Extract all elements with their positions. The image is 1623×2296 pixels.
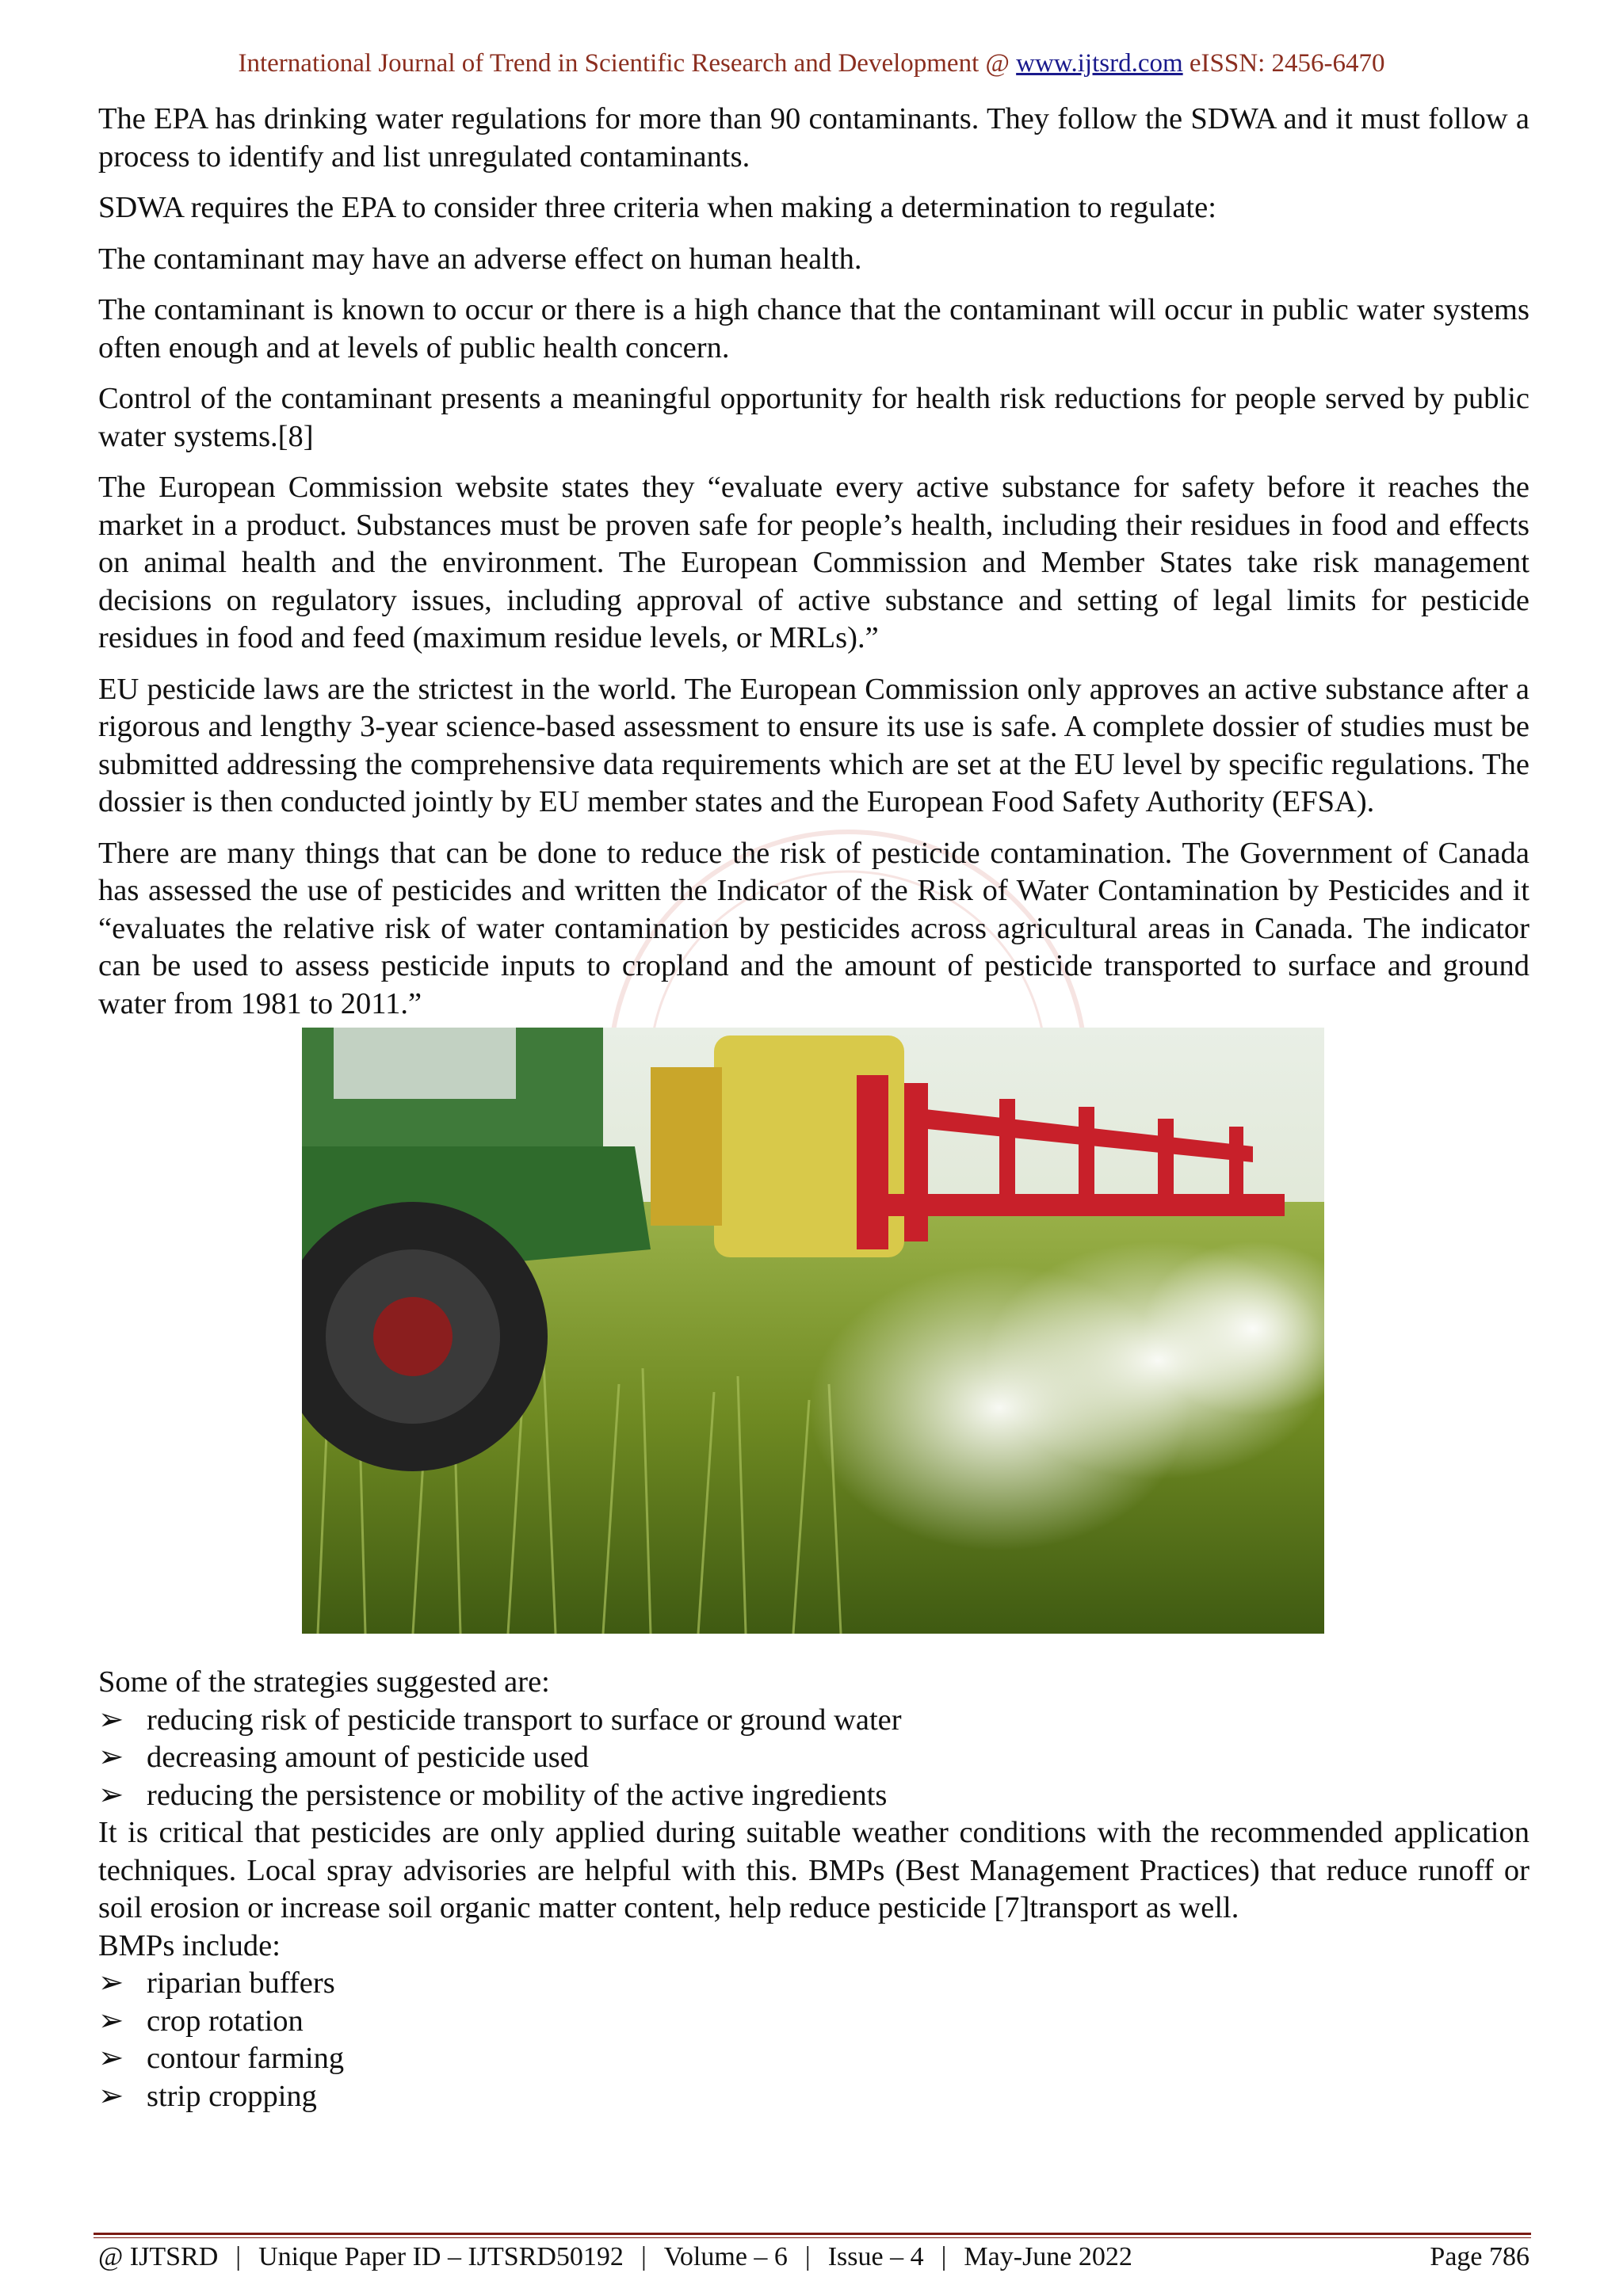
arrow-bullet-icon: ➢ — [98, 2004, 124, 2038]
bmps-list — [98, 1965, 1529, 2115]
paragraph: The European Commission website states they “evaluate every active substance for safety before it reaches the market in a product. Substances must be proven safe for people’s health, including their residues in food and effects on animal health and the environment. The European Commission and Member States take risk management decisions on regulatory issues, including approval of active substance and setting of legal limits for pesticide residues in food and feed (maximum residue levels, or MRLs).” — [98, 471, 1529, 654]
list-item: ➢ riparian buffers — [98, 1965, 1529, 2003]
footer-divider-thin — [94, 2237, 1531, 2238]
arrow-bullet-icon: ➢ — [98, 1703, 124, 1737]
list-item: ➢ reducing the persistence or mobility of the active ingredients — [98, 1777, 1529, 1815]
paragraph: EU pesticide laws are the strictest in the world. The European Commission only approves an active substance after a rigorous and lengthy 3-year science-based assessment to ensure its use is safe. A complete dossier of studies must be submitted addressing the comprehensive data requirements which are set at the EU level by specific regulations. The dossier is then conducted jointly by EU member states and the European Food Safety Authority (EFSA). — [98, 672, 1529, 818]
issue: Issue – 4 — [827, 2242, 924, 2271]
list-item: ➢ decreasing amount of pesticide used — [98, 1739, 1529, 1777]
arrow-bullet-icon: ➢ — [98, 2042, 124, 2075]
paper-id: Unique Paper ID – IJTSRD50192 — [258, 2242, 624, 2271]
bmps-intro: BMPs include: — [98, 1928, 281, 1962]
list-item: ➢ reducing risk of pesticide transport to surface or ground water — [98, 1702, 1529, 1740]
running-header — [0, 49, 1623, 78]
paragraph: Control of the contaminant presents a meaningful opportunity for health risk reductions for people served by public water systems.[8] — [98, 382, 1529, 453]
paragraph: The EPA has drinking water regulations for more than 90 contaminants. They follow the SDWA and it must follow a process to identify and list unregulated contaminants. — [98, 102, 1529, 174]
running-footer — [98, 2242, 1529, 2272]
footer-left: @ IJTSRD | Unique Paper ID – IJTSRD50192 | Volume – 6 | Issue – 4 | May-June 2022 — [98, 2242, 1132, 2271]
volume: Volume – 6 — [663, 2242, 788, 2271]
arrow-bullet-icon: ➢ — [98, 1778, 124, 1812]
issn: eISSN: 2456-6470 — [1189, 49, 1385, 78]
strategies-intro: Some of the strategies suggested are: — [98, 1665, 550, 1699]
list-item: ➢ strip cropping — [98, 2078, 1529, 2116]
arrow-bullet-icon: ➢ — [98, 1966, 124, 2000]
journal-name: International Journal of Trend in Scientific Research and Development @ — [238, 49, 1010, 78]
paragraph: SDWA requires the EPA to consider three criteria when making a determination to regulate: — [98, 191, 1216, 224]
journal-url-link[interactable]: www.ijtsrd.com — [1016, 49, 1183, 78]
arrow-bullet-icon: ➢ — [98, 2079, 124, 2113]
paragraph: The contaminant is known to occur or there is a high chance that the contaminant will occur in public water systems often enough and at levels of public health concern. — [98, 293, 1529, 364]
paragraph: The contaminant may have an adverse effect on human health. — [98, 242, 862, 276]
paragraph: There are many things that can be done to reduce the risk of pesticide contamination. The Government of Canada has assessed the use of pesticides and written the Indicator of the Risk of Water Contamination by Pesticides and it “evaluates the relative risk of water contamination by pesticides across agricultural areas in Canada. The indicator can be used to assess pesticide inputs to cropland and the amount of pesticide transported to surface and ground water from 1981 to 2011.” — [98, 836, 1529, 1020]
footer-divider — [94, 2233, 1531, 2235]
tractor-spraying-photo — [302, 1028, 1324, 1634]
page-body — [98, 101, 1529, 2115]
list-item: ➢ crop rotation — [98, 2003, 1529, 2041]
strategies-list — [98, 1702, 1529, 1815]
paragraph: It is critical that pesticides are only applied during suitable weather conditions with the recommended application techniques. Local spray advisories are helpful with this. BMPs (Best Management Practices) that reduce runoff or soil erosion or increase soil organic matter content, help reduce pesticide [7]transport as well. — [98, 1816, 1529, 1924]
arrow-bullet-icon: ➢ — [98, 1741, 124, 1774]
list-item: ➢ contour farming — [98, 2040, 1529, 2078]
page-number: Page 786 — [1430, 2242, 1529, 2271]
issue-date: May-June 2022 — [964, 2242, 1132, 2271]
